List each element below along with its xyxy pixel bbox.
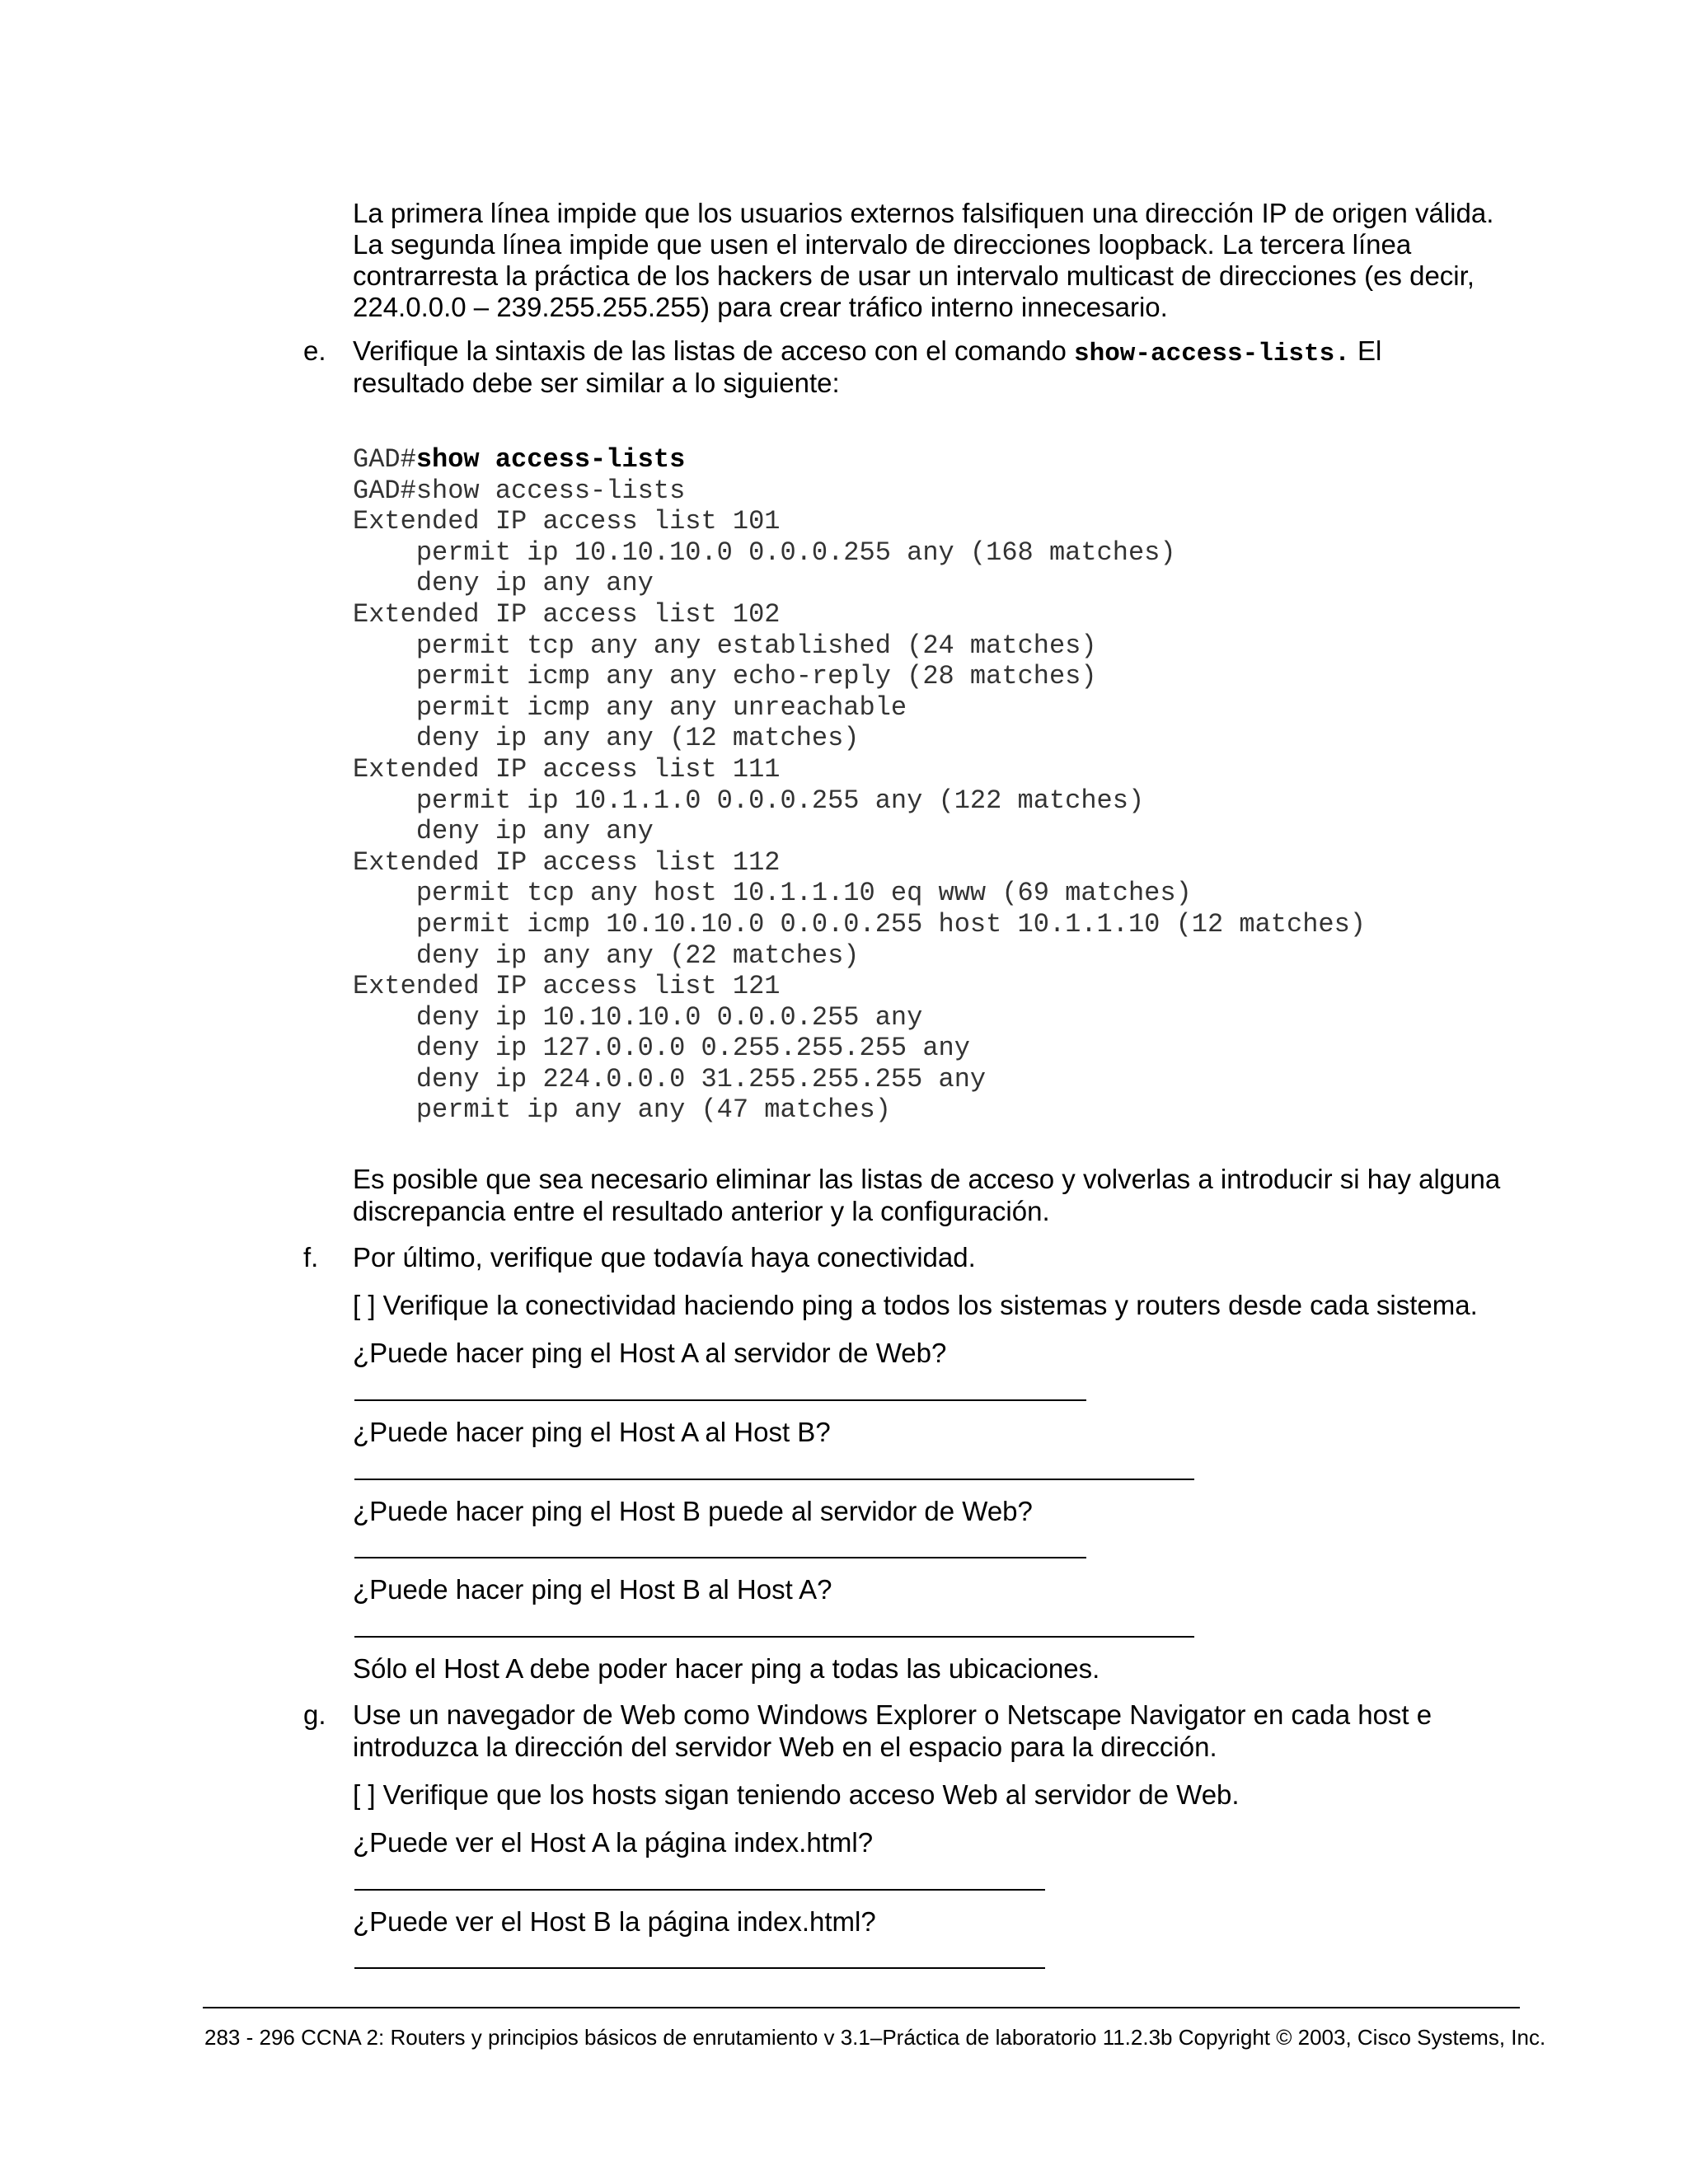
answer-line[interactable]: [354, 1399, 1086, 1401]
code-line: deny ip 224.0.0.0 31.255.255.255 any: [353, 1063, 987, 1094]
intro-paragraph: [353, 198, 1493, 323]
step-f-letter: f.: [303, 1242, 319, 1272]
step-f-text: Por último, verifique que todavía haya conectividad.: [353, 1242, 976, 1272]
code-line: GAD#show access-lists: [353, 475, 686, 506]
intro-line: La segunda línea impide que usen el intervalo de direcciones loopback. La tercera línea: [353, 229, 1412, 260]
code-line: permit ip 10.10.10.0 0.0.0.255 any (168 matches): [353, 537, 1176, 568]
code-command-line: [353, 444, 1366, 476]
step-f-note: Sólo el Host A debe poder hacer ping a todas las ubicaciones.: [353, 1653, 1100, 1684]
intro-line: La primera línea impide que los usuarios externos falsifiquen una dirección IP de origen válida.: [353, 198, 1494, 228]
answer-line[interactable]: [354, 1557, 1086, 1558]
code-prompt: GAD#: [353, 444, 416, 475]
code-line: Extended IP access list 111: [353, 753, 781, 785]
step-g-line-2: introduzca la dirección del servidor Web en el espacio para la dirección.: [353, 1732, 1217, 1762]
question-ping-a-web: ¿Puede hacer ping el Host A al servidor de Web?: [353, 1338, 947, 1368]
code-line: permit icmp 10.10.10.0 0.0.0.255 host 10.1.1.10 (12 matches): [353, 908, 1366, 940]
footer-divider: [203, 2007, 1520, 2008]
step-f-checkbox-item: [ ] Verifique la conectividad haciendo ping a todos los sistemas y routers desde cada sistema.: [353, 1290, 1478, 1320]
code-line: permit tcp any any established (24 matches): [353, 630, 1097, 661]
question-view-a: ¿Puede ver el Host A la página index.html?: [353, 1827, 874, 1858]
code-line: permit ip 10.1.1.0 0.0.0.255 any (122 matches): [353, 785, 1145, 816]
step-e-command: show-access-lists.: [1073, 340, 1350, 368]
step-g-checkbox-item: [ ] Verifique que los hosts sigan teniendo acceso Web al servidor de Web.: [353, 1779, 1240, 1810]
code-line: Extended IP access list 101: [353, 506, 781, 537]
code-line: permit icmp any any echo-reply (28 matches): [353, 661, 1097, 692]
after-code-line-1: Es posible que sea necesario eliminar las listas de acceso y volverlas a introducir si hay alguna: [353, 1164, 1501, 1194]
code-line: deny ip any any: [353, 568, 654, 599]
step-e-letter: e.: [303, 335, 326, 366]
step-g-letter: g.: [303, 1699, 326, 1730]
answer-line[interactable]: [354, 1967, 1045, 1969]
answer-line[interactable]: [354, 1889, 1045, 1891]
code-block: [353, 444, 1366, 1126]
intro-line: contrarresta la práctica de los hackers de usar un intervalo multicast de direcciones (es decir,: [353, 260, 1475, 291]
code-line: Extended IP access list 121: [353, 971, 781, 1002]
code-line: Extended IP access list 112: [353, 846, 781, 878]
step-e-line-1: [353, 335, 1381, 370]
code-line: deny ip any any (22 matches): [353, 940, 860, 971]
step-e-text-end: El: [1349, 335, 1382, 366]
page-footer: 283 - 296 CCNA 2: Routers y principios básicos de enrutamiento v 3.1–Práctica de laboratorio 11.2.3b Copyright © 2003, Cisco Systems, Inc.: [204, 2025, 1546, 2050]
answer-line[interactable]: [354, 1479, 1194, 1480]
question-view-b: ¿Puede ver el Host B la página index.html?: [353, 1906, 876, 1937]
step-e-text: Verifique la sintaxis de las listas de acceso con el comando: [353, 335, 1074, 366]
code-line: permit tcp any host 10.1.1.10 eq www (69 matches): [353, 878, 1192, 909]
question-ping-b-a: ¿Puede hacer ping el Host B al Host A?: [353, 1574, 832, 1605]
intro-line: 224.0.0.0 – 239.255.255.255) para crear tráfico interno innecesario.: [353, 292, 1168, 322]
question-ping-a-b: ¿Puede hacer ping el Host A al Host B?: [353, 1417, 831, 1447]
code-line: Extended IP access list 102: [353, 598, 781, 630]
code-line: deny ip any any (12 matches): [353, 723, 860, 754]
step-e-line-2: resultado debe ser similar a lo siguiente:: [353, 368, 840, 398]
code-line: permit ip any any (47 matches): [353, 1094, 891, 1126]
after-code-line-2: discrepancia entre el resultado anterior y la configuración.: [353, 1196, 1050, 1226]
code-line: deny ip 10.10.10.0 0.0.0.255 any: [353, 1001, 923, 1033]
code-command: show access-lists: [415, 444, 686, 475]
code-line: deny ip any any: [353, 816, 654, 847]
answer-line[interactable]: [354, 1636, 1194, 1638]
question-ping-b-web: ¿Puede hacer ping el Host B puede al servidor de Web?: [353, 1496, 1033, 1526]
code-line: deny ip 127.0.0.0 0.255.255.255 any: [353, 1033, 970, 1064]
step-g-line-1: Use un navegador de Web como Windows Explorer o Netscape Navigator en cada host e: [353, 1699, 1432, 1730]
code-line: permit icmp any any unreachable: [353, 691, 907, 723]
